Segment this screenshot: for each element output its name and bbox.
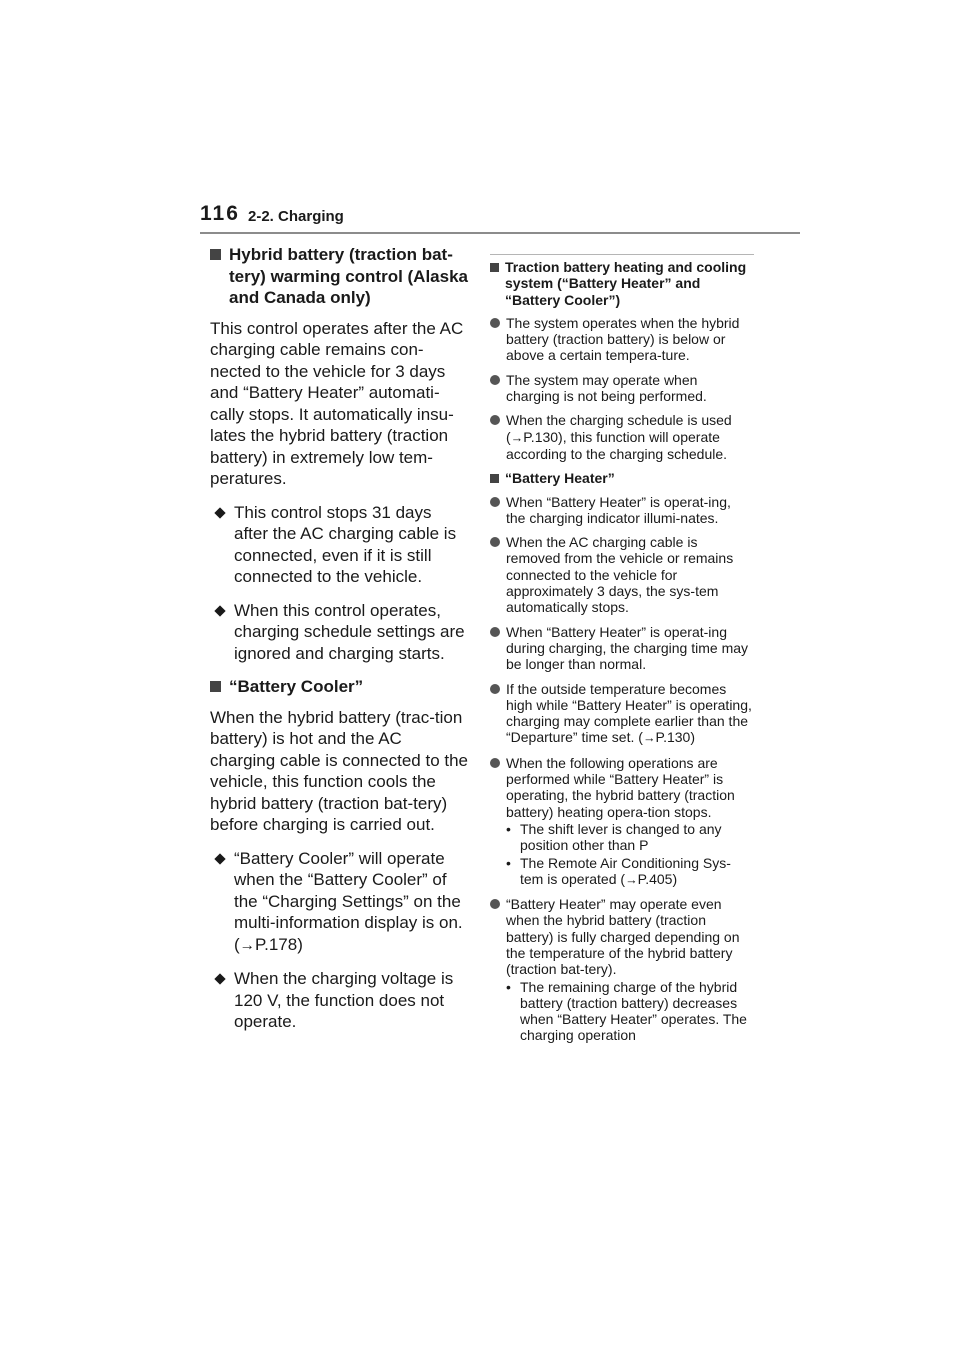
sub-item bbox=[506, 821, 754, 854]
page-reference[interactable]: P.178) bbox=[254, 934, 303, 954]
list-item bbox=[210, 600, 470, 665]
note-text: If the outside temperature becomes high while “Battery Heater” is operating, charging may complete earlier than the “Departure” time set. (→P.130) bbox=[506, 680, 752, 746]
note-text: “Battery Heater” may operate even when the hybrid battery (traction battery) is fully charged depending on the temperature of the hybrid battery (traction bat-tery). bbox=[506, 896, 740, 978]
column-divider bbox=[490, 254, 754, 255]
note-text: When the following operations are performed while “Battery Heater” is operating, the hybrid battery (traction battery) heating opera-tion stops. bbox=[506, 754, 735, 820]
arrow-right-icon: → bbox=[625, 872, 638, 887]
sub-item bbox=[506, 855, 754, 889]
diamond-bullet-icon bbox=[214, 605, 225, 616]
sub-item-text: The remaining charge of the hybrid battery (traction battery) decreases when “Battery Heater” operates. The charging operation bbox=[520, 978, 747, 1044]
note-text: When “Battery Heater” is operat-ing, the charging indicator illumi-nates. bbox=[506, 493, 731, 526]
note-text: The system operates when the hybrid battery (traction battery) is below or above a certain tempera-ture. bbox=[506, 314, 740, 364]
heading-battery-heater bbox=[490, 470, 754, 486]
circle-bullet-icon bbox=[490, 684, 500, 694]
heading-battery-cooler bbox=[210, 676, 470, 698]
paragraph: This control operates after the AC charging cable remains con-nected to the vehicle for 3 days and “Battery Heater” automati-cally stops. It automatically insu-lates the hybrid battery (traction battery) in extremely low tem-peratures. bbox=[210, 318, 464, 488]
heading-text: “Battery Cooler” bbox=[229, 677, 364, 696]
heading-warming-control bbox=[210, 244, 470, 309]
diamond-bullet-icon bbox=[214, 507, 225, 518]
arrow-right-icon: → bbox=[239, 936, 255, 954]
note-item bbox=[490, 494, 754, 527]
list-item-text: This control stops 31 days after the AC charging cable is connected, even if it is still connected to the vehicle. bbox=[234, 502, 457, 586]
list-item bbox=[210, 502, 470, 588]
circle-bullet-icon bbox=[490, 758, 500, 768]
page-reference[interactable]: P.130), this function will operate according to the charging schedule. bbox=[506, 428, 728, 462]
note-item bbox=[490, 315, 754, 364]
diamond-bullet-icon bbox=[214, 853, 225, 864]
arrow-right-icon: → bbox=[510, 430, 524, 445]
arrow-right-icon: → bbox=[642, 731, 656, 746]
note-body bbox=[506, 896, 754, 1044]
list-item-text: “Battery Cooler” will operate when the “Battery Cooler” of the “Charging Settings” on the multi-information display is on. (→P.178) bbox=[234, 848, 463, 954]
note-text: The system may operate when charging is not being performed. bbox=[506, 371, 707, 405]
heading-text: Traction battery heating and cooling system (“Battery Heater” and “Battery Cooler”) bbox=[505, 259, 747, 308]
list-item-text: When this control operates, charging schedule settings are ignored and charging starts. bbox=[234, 600, 465, 663]
note-body bbox=[506, 755, 754, 888]
note-item bbox=[490, 534, 754, 615]
list-item bbox=[210, 968, 470, 1033]
heading-text: Hybrid battery (traction bat-tery) warming control (Alaska and Canada only) bbox=[229, 245, 469, 307]
dot-bullet-icon: • bbox=[506, 854, 511, 871]
page-reference[interactable]: P.405) bbox=[637, 870, 678, 887]
header-divider bbox=[200, 232, 800, 234]
sub-item-text: The Remote Air Conditioning Sys-tem is operated (→P.405) bbox=[520, 854, 731, 887]
circle-bullet-icon bbox=[490, 537, 500, 547]
note-item bbox=[490, 755, 754, 888]
note-text: When “Battery Heater” is operat-ing during charging, the charging time may be longer than normal. bbox=[506, 623, 749, 673]
circle-bullet-icon bbox=[490, 415, 500, 425]
list-item-text: When the charging voltage is 120 V, the function does not operate. bbox=[234, 969, 454, 1031]
note-item bbox=[490, 681, 754, 747]
dot-bullet-icon: • bbox=[506, 820, 511, 837]
circle-bullet-icon bbox=[490, 375, 500, 385]
page-header bbox=[200, 200, 800, 236]
circle-bullet-icon bbox=[490, 318, 500, 328]
square-bullet-icon bbox=[210, 681, 221, 692]
circle-bullet-icon bbox=[490, 627, 500, 637]
square-bullet-icon bbox=[490, 263, 499, 272]
circle-bullet-icon bbox=[490, 497, 500, 507]
page-reference[interactable]: P.130) bbox=[655, 729, 695, 746]
note-item bbox=[490, 624, 754, 673]
list-item bbox=[210, 848, 470, 957]
left-column bbox=[210, 240, 470, 1045]
heading-heating-cooling-system bbox=[490, 259, 754, 308]
page-number: 116 bbox=[200, 202, 240, 225]
circle-bullet-icon bbox=[490, 899, 500, 909]
sub-item-text: The shift lever is changed to any position other than P bbox=[520, 820, 722, 854]
paragraph: When the hybrid battery (trac-tion battery) is hot and the AC charging cable is connected to the vehicle, this function cools the hybrid battery (traction bat-tery) before charging is carried out. bbox=[210, 707, 469, 834]
note-item bbox=[490, 896, 754, 1044]
note-item bbox=[490, 412, 754, 462]
sub-item bbox=[506, 979, 754, 1044]
note-text: When the charging schedule is used (→P.130), this function will operate according to the charging schedule. bbox=[506, 412, 732, 462]
note-item bbox=[490, 372, 754, 405]
right-column bbox=[490, 254, 754, 1052]
dot-bullet-icon: • bbox=[506, 978, 511, 995]
note-text: When the AC charging cable is removed from the vehicle or remains connected to the vehicle for approximately 3 days, the sys-tem automatically stops. bbox=[506, 534, 734, 616]
heading-text: “Battery Heater” bbox=[505, 470, 615, 487]
section-title: 2-2. Charging bbox=[248, 208, 344, 225]
square-bullet-icon bbox=[210, 249, 221, 260]
square-bullet-icon bbox=[490, 474, 499, 483]
diamond-bullet-icon bbox=[214, 973, 225, 984]
